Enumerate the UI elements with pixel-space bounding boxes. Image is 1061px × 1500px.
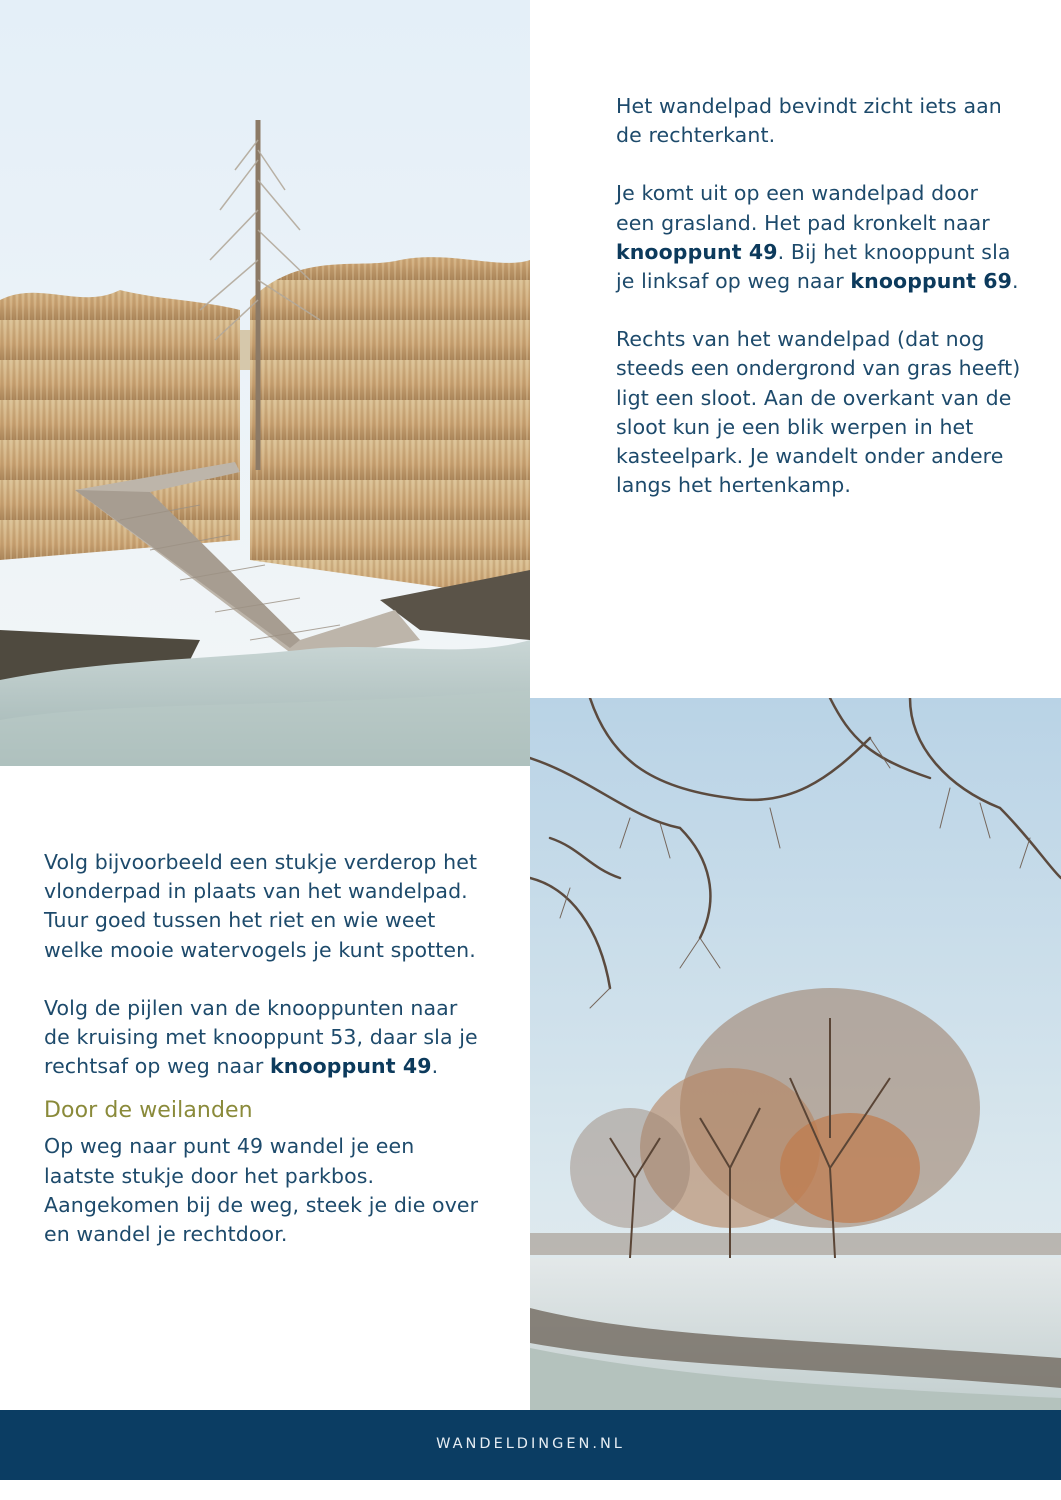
top-text-block	[616, 92, 1021, 529]
paragraph-arrows: Volg de pijlen van de knooppunten naar de kruising met knooppunt 53, daar sla je rechtsaf op weg naar knooppunt 49.	[44, 995, 478, 1079]
bottom-text-block	[44, 848, 484, 1249]
paragraph-path-direction: Het wandelpad bevindt zicht iets aan de rechterkant.	[616, 94, 1002, 148]
node-49-label: knooppunt 49	[270, 1054, 432, 1079]
section-heading: Door de weilanden	[44, 1098, 253, 1124]
paragraph-boardwalk: Volg bijvoorbeeld een stukje verderop het vlonderpad in plaats van het wandelpad. Tuur goed tussen het riet en wie weet welke mooie watervogels je kunt spotten.	[44, 850, 478, 962]
paragraph-ditch: Rechts van het wandelpad (dat nog steeds een ondergrond van gras heeft) ligt een sloot. Aan de overkant van de sloot kun je een blik werpen in het kasteelpark. Je wandelt onder andere langs het hertenkamp.	[616, 327, 1021, 498]
node-69-label: knooppunt 69	[850, 269, 1013, 294]
paragraph-grassland: Je komt uit op een wandelpad door een grasland. Het pad kronkelt naar knooppunt 49. Bij het knooppunt sla je linksaf op weg naar knooppunt 69.	[616, 181, 1019, 294]
node-49-label: knooppunt 49	[616, 239, 778, 264]
site-name-label[interactable]: WANDELDINGEN.NL	[436, 1436, 625, 1452]
frosty-oak-trees-photo	[530, 698, 1061, 1410]
footer-bar	[0, 1410, 1061, 1480]
paragraph-meadows: Op weg naar punt 49 wandel je een laatste stukje door het parkbos. Aangekomen bij de weg, steek je die over en wandel je rechtdoor.	[44, 1134, 479, 1247]
boardwalk-reeds-photo	[0, 0, 530, 766]
